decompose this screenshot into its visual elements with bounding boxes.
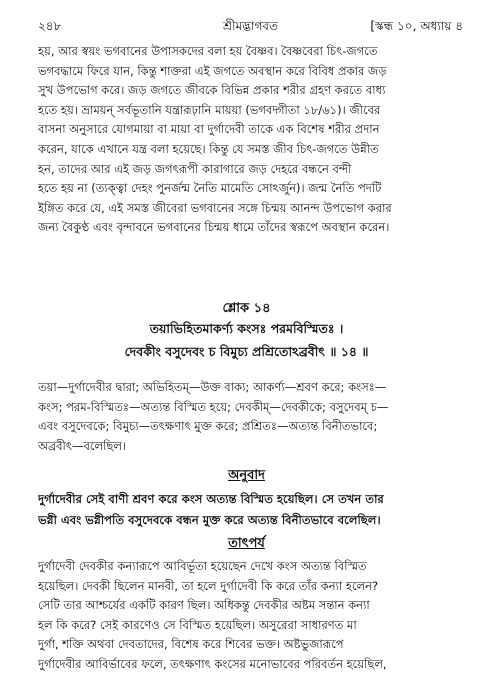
purport-line: দুর্গাদেবীর আবির্ভাবের ফলে, তৎক্ষণাৎ কংসের মনোভাবের পরিবর্তন হয়েছিল, <box>38 656 387 671</box>
purport-heading: তাৎপর্য <box>228 536 265 551</box>
verse-line-1: তয়াভিহিতমাকর্ণ্য কংসঃ পরমবিস্মিতঃ । <box>149 321 344 336</box>
text-line: বাসনা অনুসারে যোগমায়া বা মায়া বা দুর্গাদেবী তাকে এক বিশেষ শরীর প্রদান <box>38 122 380 137</box>
synonym-line: এবং বসুদেবকে; বিমুচ্য—তৎক্ষণাৎ মুক্ত করে; প্রশ্রিতঃ—অত্যন্ত বিনীতভাবে; <box>38 419 378 434</box>
purport-text <box>38 557 463 675</box>
purport-line: দুর্গাদেবী দেবকীর কন্যারূপে আবির্ভূতা হয়েছেন দেখে কংস অত্যন্ত বিস্মিত <box>38 559 367 573</box>
text-line: সুখ উপভোগ করে। জড় জগতে জীবকে বিভিন্ন প্রকার শরীর গ্রহণ করতে বাধ্য <box>38 83 386 98</box>
synonym-line: অব্রবীৎ—বলেছিল। <box>38 438 127 453</box>
text-line: জন্য বৈকুণ্ঠ এবং বৃন্দাবনে ভগবানের চিন্ময় ধামে তাঁদের স্বরূপে অবস্থান করেন। <box>38 220 390 235</box>
page-number: ২৪৮ <box>38 19 62 33</box>
purport-line: দুর্গা, শক্তি অথবা দেবতাদের, বিশেষ করে শিবের ভক্ত। অষ্টভুজারূপে <box>38 637 344 652</box>
text-line: করেন, যাকে এখানে যন্ত্র বলা হয়েছে। কিন্তু যে সমস্ত জীব চিৎ-জগতে উন্নীত <box>38 141 379 156</box>
text-line: ভগবদ্ধামে ফিরে যান, কিন্তু শাক্তরা এই জগতে অবস্থান করে বিবিধ প্রকার জড় <box>38 63 387 78</box>
synonym-line: তয়া—দুর্গাদেবীর দ্বারা; অভিহিতম্—উক্ত বাক্য; আকর্ণ্য—শ্রবণ করে; কংসঃ— <box>38 380 387 394</box>
verse-heading: শ্লোক ১৪ <box>222 301 271 316</box>
synonym-line: কংস; পরম-বিস্মিতঃ—অত্যন্ত বিস্মিত হয়ে; দেবকীম্—দেবকীকে; বসুদেবম্ চ— <box>38 399 389 414</box>
translation-line: দুর্গাদেবীর সেই বাণী শ্রবণ করে কংস অত্যন্ত বিস্মিত হয়েছিল। সে তখন তার <box>38 492 384 506</box>
page-header <box>38 18 463 36</box>
purport-line: হল কি করে? সেই কারণেও সে বিস্মিত হয়েছিল। অসুরেরা সাধারণত মা <box>38 617 357 632</box>
verse-line-2: দেবকীং বসুদেবং চ বিমুচ্য প্রশ্রিতোঽব্রবীৎ ॥ ১৪ ॥ <box>124 344 369 359</box>
text-line: হতে হয় না (ত্যক্ত্বা দেহং পুনর্জন্ম নৈতি মামেতি সোঽর্জুন)। জন্ম নৈতি পদটি <box>38 181 382 196</box>
purport-line: হয়েছিল। দেবকী ছিলেন মানবী, তা হলে দুর্গাদেবী কি করে তাঁর কন্যা হলেন? <box>38 578 379 593</box>
text-line: হন, তাদের আর এই জড় জগৎরূপী কারাগারে জড় দেহরে বন্ধনে বন্দী <box>38 161 352 176</box>
text-line: হয়, আর স্বয়ং ভগবানের উপাসকদের বলা হয় বৈষ্ণব। বৈষ্ণবেরা চিৎ-জগতে <box>38 44 378 58</box>
translation-line: ভগ্নী এবং ভগ্নীপতি বসুদেবকে বন্ধন মুক্ত করে অত্যন্ত বিনীতভাবে বলেছিল। <box>38 513 381 527</box>
intro-paragraph <box>38 42 463 238</box>
chapter-reference: [স্কন্ধ ১০, অধ্যায় ৪ <box>370 19 463 33</box>
text-line: হতে হয়। ভ্রাময়ন্ সর্বভূতানি যন্ত্রারূঢ়ানি মায়য়া (ভগবদ্গীতা ১৮/৬১)। জীবের <box>38 102 381 117</box>
text-line: ইঙ্গিত করে যে, এই সমস্ত জীবেরা ভগবানের সঙ্গে চিন্ময় আনন্দ উপভোগ করার <box>38 200 392 215</box>
translation-heading: অনুবাদ <box>228 468 265 483</box>
word-synonyms <box>38 378 463 456</box>
translation-text <box>38 489 463 531</box>
purport-line: সেটি তার আশ্চর্যের একটি কারণ ছিল। অধিকন্তু দেবকীর অষ্টম সন্তান কন্যা <box>38 598 370 613</box>
book-title: শ্রীমদ্ভাগবত <box>222 19 278 33</box>
